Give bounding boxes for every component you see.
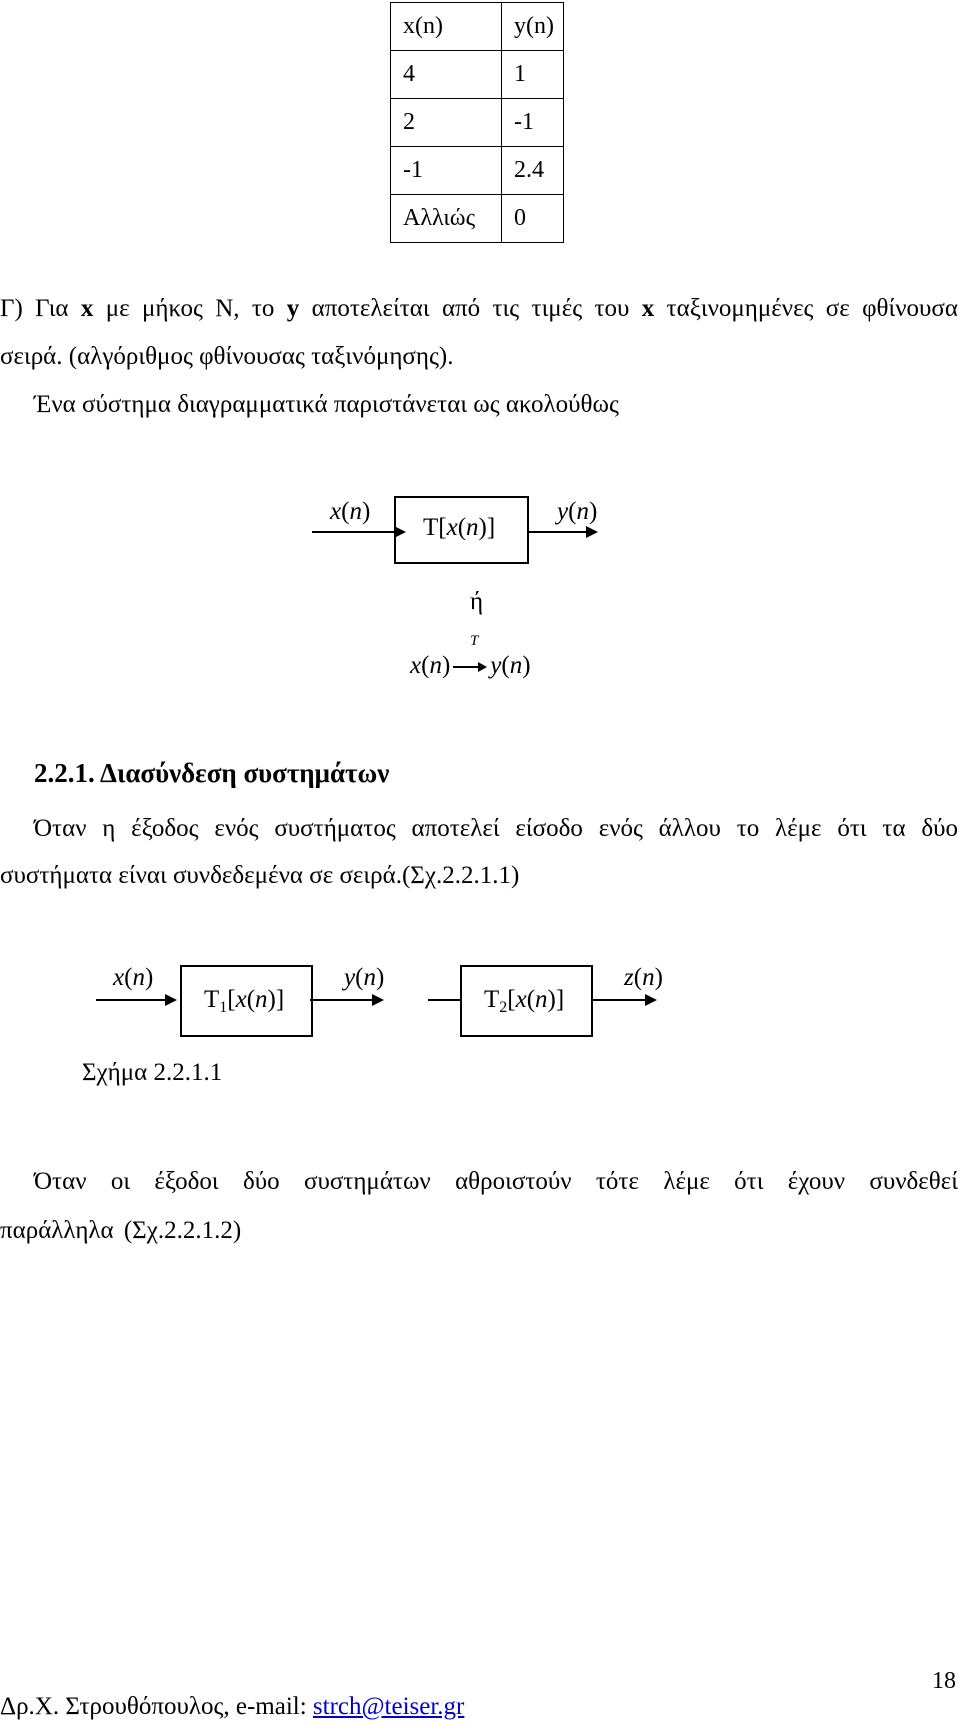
output-arrowhead [586,526,598,538]
var-n: n [535,986,548,1013]
var-n: n [132,964,145,991]
table-cell: 2 [391,99,502,147]
text-run: Γ) Για [0,295,81,322]
table-cell: Αλλιώς [391,195,502,243]
arrow-right-icon [450,660,490,674]
table-cell: -1 [502,99,564,147]
parallel-text-line2: παράλληλα (Σχ.2.2.1.2) [0,1217,242,1244]
var-z: z [624,964,634,991]
table-row [391,195,564,243]
diagram1-output-label: y(n) [557,498,598,525]
input-arrowhead [165,994,177,1006]
subscript: 2 [499,999,508,1016]
footer-author [0,1692,464,1722]
var-y: y [490,652,502,679]
text-run: ταξινομημένες σε φθίνουσα [654,295,959,322]
bold-x: x [641,295,655,322]
bold-y: y [286,295,300,322]
series-text-line2: συστήματα είναι συνδεδεμένα σε σειρά.(Σχ.2.2.1.1) [0,862,520,889]
system-block-label: $T_1[x(n)]$ [204,986,285,1016]
paragraph-c-line2: σειρά. (αλγόριθμος φθίνουσας ταξινόμησης). [0,343,454,370]
series-text-line1: Όταν η έξοδος ενός συστήματος αποτελεί είσοδο ενός άλλου το λέμε ότι τα δύο [34,815,958,842]
var-n: n [466,514,479,541]
email-link[interactable]: strch@teiser.gr [312,1693,465,1720]
text-run: )] [478,514,496,541]
table-cell: 1 [502,51,564,99]
var-x: x [113,964,125,991]
diagram2-input-label: x(n) [113,964,154,991]
subscript: 1 [219,999,228,1016]
table-cell: 4 [391,51,502,99]
var-x: x [330,498,342,525]
text-run: T [484,986,500,1013]
table-row [391,147,564,195]
system-intro-text: Ένα σύστημα διαγραμματικά παριστάνεται ως ακολούθως [34,391,619,418]
diagram2-middle-label: y(n) [344,964,385,991]
var-x: x [515,986,527,1013]
diagram1-input-label: x(n) [330,498,371,525]
var-n: n [349,498,362,525]
table-cell: -1 [391,147,502,195]
middle-arrowhead [372,994,384,1006]
text-run: T[ [423,514,447,541]
var-x: x [235,986,247,1013]
diagram2-output-label: z(n) [624,964,663,991]
var-n: n [509,652,523,679]
table-cell: 2.4 [502,147,564,195]
system-block-T2 [460,965,593,1037]
var-n: n [576,498,589,525]
var-y: y [344,964,356,991]
system-block-label: T[x(n)] [423,514,496,541]
table-cell: 0 [502,195,564,243]
figure-caption: Σχήμα 2.2.1.1 [82,1059,223,1086]
output-arrowhead [645,994,657,1006]
table-row [391,51,564,99]
section-number: 2.2.1. [34,758,95,788]
author-text: Δρ.Χ. Στρουθόπουλος, e-mail: [0,1693,313,1720]
parallel-text-line1: Όταν οι έξοδοι δύο συστημάτων αθροιστούν τότε λέμε ότι έχουν συνδεθεί [34,1168,958,1195]
table-row [391,99,564,147]
var-n: n [429,652,442,679]
table-header-cell: y(n) [502,3,564,51]
page-number: 18 [932,1668,956,1694]
text-run: αποτελείται από τις τιμές του [299,295,642,322]
table-header-cell: x(n) [391,3,502,51]
table-header-row [391,3,564,51]
paragraph-c-line1 [0,294,958,324]
system-block-T [394,496,529,564]
inline-transform: x(n) y(n) [410,652,531,679]
var-x: x [446,514,458,541]
mapping-table [390,2,564,243]
var-y: y [557,498,569,525]
or-text: ή [470,588,484,615]
system-block-label: $T_2[x(n)]$ [484,986,565,1016]
text-run: T [204,986,220,1013]
section-heading [34,758,389,789]
var-n: n [642,964,655,991]
var-x: x [410,652,422,679]
text-run: με μήκος Ν, το [93,295,287,322]
var-n: n [255,986,268,1013]
system-block-T1 [180,965,313,1037]
arrow-T-label: T [470,633,479,649]
var-n: n [363,964,376,991]
bold-x: x [80,295,94,322]
section-title: Διασύνδεση συστημάτων [100,758,390,788]
